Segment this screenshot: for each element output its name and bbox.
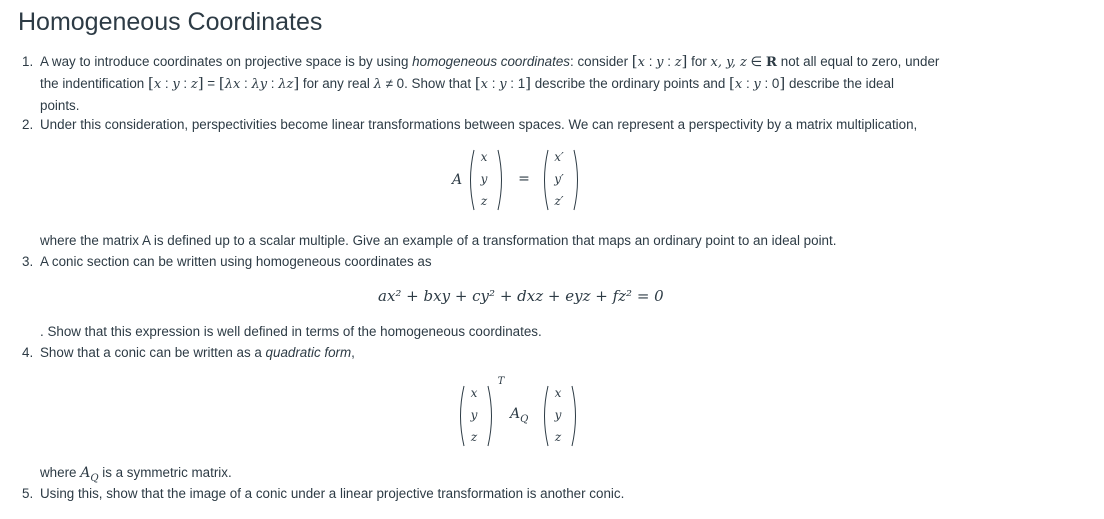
item-4-text-pre: Show that a conic can be written as a — [40, 345, 266, 360]
vector-entry: y — [480, 172, 488, 186]
vector-entry: x — [480, 150, 488, 164]
item-4-after-matrix — [80, 465, 99, 484]
aq-inline-sub: Q — [90, 472, 99, 484]
item-2-after-text: where the matrix A is defined up to a scalar multiple. Give an example of a transformation that maps an ordinary point to an ideal point. — [40, 233, 837, 248]
vector-entry: z — [554, 430, 562, 444]
list-item-4 — [22, 342, 1004, 363]
transpose-superscript: T — [497, 376, 505, 387]
right-paren — [572, 148, 582, 212]
right-paren — [486, 384, 496, 448]
item-2-after — [40, 230, 1004, 251]
item-number: 3. — [22, 254, 34, 269]
aq-inline-main: A — [80, 465, 91, 481]
right-paren — [496, 148, 506, 212]
vector-entry: x — [554, 386, 562, 400]
quadratic-form-equation — [452, 376, 592, 450]
item-3-after — [40, 321, 1004, 342]
item-number: 4. — [22, 345, 34, 360]
item-1-cont2: points. — [40, 98, 80, 113]
list-item-3 — [22, 251, 1004, 272]
item-5-text: Using this, show that the image of a conic under a linear projective transformation is another conic. — [40, 486, 625, 501]
item-1-cont: the indentification [x : y : z] = [λx : λy : λz] for any real λ ≠ 0. Show that [x : y : 1] describe the ordinary points and [x : y : 0] describe the ideal — [40, 74, 894, 92]
matrix-a-label: A — [452, 172, 463, 188]
item-3-text: A conic section can be written using homogeneous coordinates as — [40, 254, 432, 269]
equals-sign: = — [518, 171, 530, 187]
list-item-2 — [22, 114, 1004, 135]
page-title: Homogeneous Coordinates — [18, 8, 323, 36]
matrix-aq-sub: Q — [520, 413, 529, 425]
item-1-text: A way to introduce coordinates on projective space is by using homogeneous coordinates: consider [x : y : z] for x, y, z ∈ R not all equal to zero, under — [40, 52, 940, 70]
matrix-aq-main: A — [510, 406, 521, 422]
vector-entry: x′ — [554, 150, 564, 164]
item-4-text-em: quadratic form — [265, 345, 352, 360]
item-3-after-text: . Show that this expression is well defined in terms of the homogeneous coordinates. — [40, 324, 542, 339]
vector-entry: z — [470, 430, 478, 444]
vector-entry: x — [470, 386, 478, 400]
item-number: 5. — [22, 486, 34, 501]
right-paren — [570, 384, 580, 448]
matrix-aq-label — [510, 406, 528, 425]
list-item-1 — [22, 51, 1004, 116]
vector-entry: y — [554, 408, 562, 422]
perspectivity-equation — [450, 148, 610, 218]
item-4-text-post: , — [351, 345, 355, 360]
vector-entry: z — [480, 194, 488, 208]
list-item-5 — [22, 483, 1004, 504]
conic-equation: ax² + bxy + cy² + dxz + eyz + fz² = 0 — [378, 287, 664, 305]
item-4-after-post: is a symmetric matrix. — [98, 465, 232, 480]
vector-entry: y — [470, 408, 478, 422]
vector-entry: z′ — [554, 194, 564, 208]
item-number: 2. — [22, 117, 34, 132]
item-number: 1. — [22, 54, 34, 69]
vector-entry: y′ — [554, 172, 564, 186]
item-2-text: Under this consideration, perspectivities become linear transformations between spaces. We can represent a perspectivity by a matrix multiplication, — [40, 117, 918, 132]
item-4-after-pre: where — [40, 465, 81, 480]
